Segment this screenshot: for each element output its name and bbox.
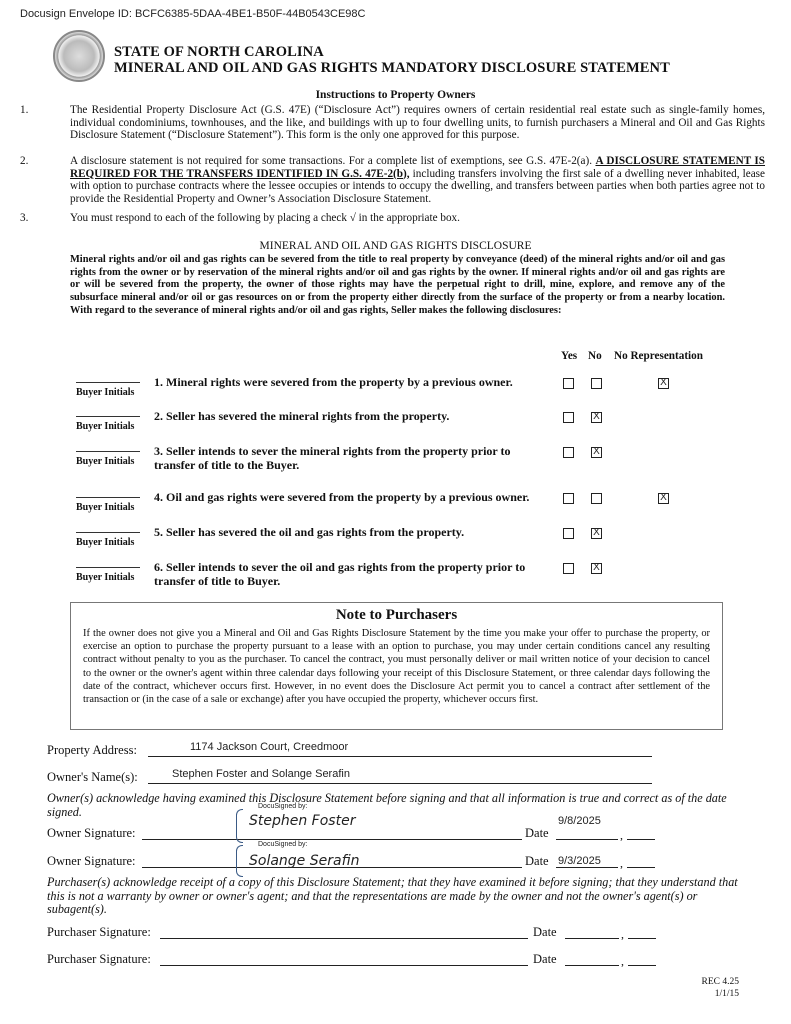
checkbox-no-representation[interactable]: X [658, 378, 669, 389]
buyer-initials-field[interactable]: Buyer Initials [76, 532, 140, 548]
owner-signature-1[interactable]: Stephen Foster [249, 813, 356, 829]
docusign-label-1: DocuSigned by: [258, 803, 308, 810]
question-text: 5. Seller has severed the oil and gas rights from the property. [154, 525, 465, 539]
item-text-emphasis: A DISCLOSURE STATEMENT IS REQUIRED FOR THE TRANSFERS IDENTIFIED IN G.S. 47E-2(b), [70, 155, 766, 180]
note-text: If the owner does not give you a Mineral and Oil and Gas Rights Disclosure Statement by the time you make your offer to purchase the property, or exercise an option to purchase the property pursuant to a lease with an option to purchase, you may under certain conditions cancel any resulting contract without penalty to you as the purchaser. To cancel the contract, you must personally deliver or mail written notice of your decision to cancel to the owner or the owner's agent within three calendar days following your receipt of this Disclosure Statement, or three calendar days following the date of the contract, whichever occurs first. However, in no event does the Disclosure Act permit you to cancel a contract after settlement of the transaction or (in the case of a sale or exchange) after you have occupied the property, whichever occurs first. [83, 628, 710, 706]
date-comma-1: , [620, 828, 623, 842]
disclosure-row-6 [76, 561, 756, 593]
item-number: 2. [20, 155, 29, 167]
checkbox-yes[interactable] [563, 378, 574, 389]
checkbox-yes[interactable] [563, 528, 574, 539]
year-line-2 [627, 867, 655, 868]
item-text: You must respond to each of the following by placing a check √ in the appropriate box. [70, 212, 460, 224]
item-number: 1. [20, 104, 29, 116]
title-line-1: STATE OF NORTH CAROLINA [114, 44, 324, 60]
question-text: 3. Seller intends to sever the mineral rights from the property prior to transfer of title to the Buyer. [154, 444, 511, 472]
checkbox-no[interactable]: X [591, 447, 602, 458]
owners-name-label: Owner's Name(s): [47, 770, 138, 784]
item-number: 3. [20, 212, 29, 224]
column-no: No [588, 350, 602, 362]
property-address-line [148, 756, 652, 757]
disclosure-row-4 [76, 491, 756, 521]
question-text: 4. Oil and gas rights were severed from the property by a previous owner. [154, 490, 530, 504]
owner-signature-line-1 [142, 839, 522, 840]
item-text-post: including transfers involving the first sale of a dwelling never inhabited, lease with option to purchase contracts where the lessee occupies or intends to occupy the dwelling, and transfers between parties when both parties agree not to provide the Residential Property and Owner’s Association Disclosure Statement. [70, 167, 766, 205]
checkbox-yes[interactable] [563, 412, 574, 423]
owner-date-1[interactable]: 9/8/2025 [558, 815, 601, 827]
item-text-pre: A disclosure statement is not required for some transactions. For a complete list of exemptions, see G.S. 47E-2(a). [70, 155, 596, 167]
year-line-1 [627, 839, 655, 840]
owner-acknowledgement: Owner(s) acknowledge having examined this Disclosure Statement before signing and that all information is true and correct as of the date signed. [47, 791, 727, 819]
purchaser-date-label-2: Date [533, 952, 557, 966]
owner-signature-2[interactable]: Solange Serafin [249, 853, 360, 869]
disclosure-row-2 [76, 410, 756, 440]
form-footer [702, 976, 739, 1000]
item-text: The Residential Property Disclosure Act (G.S. 47E) (“Disclosure Act”) requires owners of certain residential real estate such as single-family homes, individual condominiums, townhouses, and the like, and buildings with up to four dwelling units, to furnish purchasers a Mineral and Oil and Gas Rights Disclosure Statement (“Disclosure Statement”). This form is the only one approved for this purpose. [70, 104, 765, 142]
purchaser-signature-line-2[interactable] [160, 965, 528, 966]
buyer-initials-field[interactable]: Buyer Initials [76, 497, 140, 513]
item-text [70, 155, 765, 205]
buyer-initials-field[interactable]: Buyer Initials [76, 567, 140, 583]
purchaser-acknowledgement: Purchaser(s) acknowledge receipt of a copy of this Disclosure Statement; that they have examined it before signing; that they understand that this is not a warranty by owner or owner's agent; and that the representations are made by the owner and not the owner's agent(s) or subagent(s). [47, 875, 738, 916]
date-comma-2: , [620, 856, 623, 870]
date-line-2 [556, 867, 618, 868]
disclosure-row-3 [76, 445, 756, 477]
column-yes: Yes [561, 350, 578, 362]
docusign-envelope-id: Docusign Envelope ID: BCFC6385-5DAA-4BE1-B50F-44B0543CE98C [20, 8, 366, 20]
docusign-bracket-2 [236, 845, 243, 877]
question-text: 2. Seller has severed the mineral rights from the property. [154, 409, 450, 423]
owner-signature-label-2: Owner Signature: [47, 854, 136, 868]
disclosure-row-1 [76, 376, 756, 406]
purchaser-year-line-2[interactable] [628, 965, 656, 966]
checkbox-no[interactable]: X [591, 528, 602, 539]
state-seal-icon [53, 30, 105, 82]
disclosure-paragraph: Mineral rights and/or oil and gas rights can be severed from the title to real property by conveyance (deed) of the mineral rights and/or oil and gas rights from the owner or by reservation of the mineral rights and/or oil and gas rights by the owner. If mineral rights and/or oil and gas rights are or will be severed from the property, the owner of those rights may have the perpetual right to drill, mine, explore, and remove any of the subsurface mineral and/or oil or gas resources on or from the property either directly from the surface of the property or from a nearby location. With regard to the severance of mineral rights and/or oil and gas rights, Seller makes the following disclosures: [70, 254, 725, 316]
checkbox-yes[interactable] [563, 447, 574, 458]
checkbox-no[interactable]: X [591, 563, 602, 574]
purchaser-date-comma-1: , [621, 927, 624, 941]
note-heading: Note to Purchasers [335, 607, 458, 623]
title-line-2: MINERAL AND OIL AND GAS RIGHTS MANDATORY DISCLOSURE STATEMENT [114, 60, 670, 76]
buyer-initials-field[interactable]: Buyer Initials [76, 416, 140, 432]
purchaser-signature-label-1: Purchaser Signature: [47, 925, 151, 939]
buyer-initials-field[interactable]: Buyer Initials [76, 451, 140, 467]
date-label-1: Date [525, 826, 549, 840]
instruction-item-2 [20, 155, 766, 207]
purchaser-date-comma-2: , [621, 954, 624, 968]
instruction-item-1 [20, 104, 765, 144]
column-no-representation: No Representation [614, 350, 703, 362]
purchaser-year-line-1[interactable] [628, 938, 656, 939]
checkbox-yes[interactable] [563, 563, 574, 574]
date-label-2: Date [525, 854, 549, 868]
form-code: REC 4.25 [701, 977, 739, 987]
form-date: 1/1/15 [714, 989, 739, 999]
question-text: 1. Mineral rights were severed from the property by a previous owner. [154, 375, 513, 389]
owners-name-line [148, 783, 652, 784]
instruction-item-3 [20, 212, 750, 226]
checkbox-no[interactable] [591, 493, 602, 504]
purchaser-date-line-2[interactable] [565, 965, 619, 966]
purchaser-signature-line-1[interactable] [160, 938, 528, 939]
disclosure-row-5 [76, 526, 756, 556]
date-line-1 [556, 839, 618, 840]
owner-signature-label-1: Owner Signature: [47, 826, 136, 840]
docusign-label-2: DocuSigned by: [258, 841, 308, 848]
document-title [114, 44, 670, 76]
instructions-heading: Instructions to Property Owners [315, 89, 476, 101]
checkbox-yes[interactable] [563, 493, 574, 504]
buyer-initials-field[interactable]: Buyer Initials [76, 382, 140, 398]
purchaser-signature-label-2: Purchaser Signature: [47, 952, 151, 966]
note-to-purchasers-box [70, 602, 723, 730]
property-address-field[interactable]: 1174 Jackson Court, Creedmoor [190, 741, 349, 753]
purchaser-date-label-1: Date [533, 925, 557, 939]
checkbox-no[interactable] [591, 378, 602, 389]
checkbox-no-representation[interactable]: X [658, 493, 669, 504]
question-text: 6. Seller intends to sever the oil and gas rights from the property prior to transfer of title to Buyer. [154, 560, 526, 588]
checkbox-no[interactable]: X [591, 412, 602, 423]
docusign-bracket-1 [236, 809, 243, 843]
disclosure-heading: MINERAL AND OIL AND GAS RIGHTS DISCLOSURE [259, 240, 532, 252]
property-address-label: Property Address: [47, 743, 137, 757]
owner-date-2[interactable]: 9/3/2025 [558, 855, 601, 867]
owners-name-field[interactable]: Stephen Foster and Solange Serafin [172, 768, 350, 780]
purchaser-date-line-1[interactable] [565, 938, 619, 939]
